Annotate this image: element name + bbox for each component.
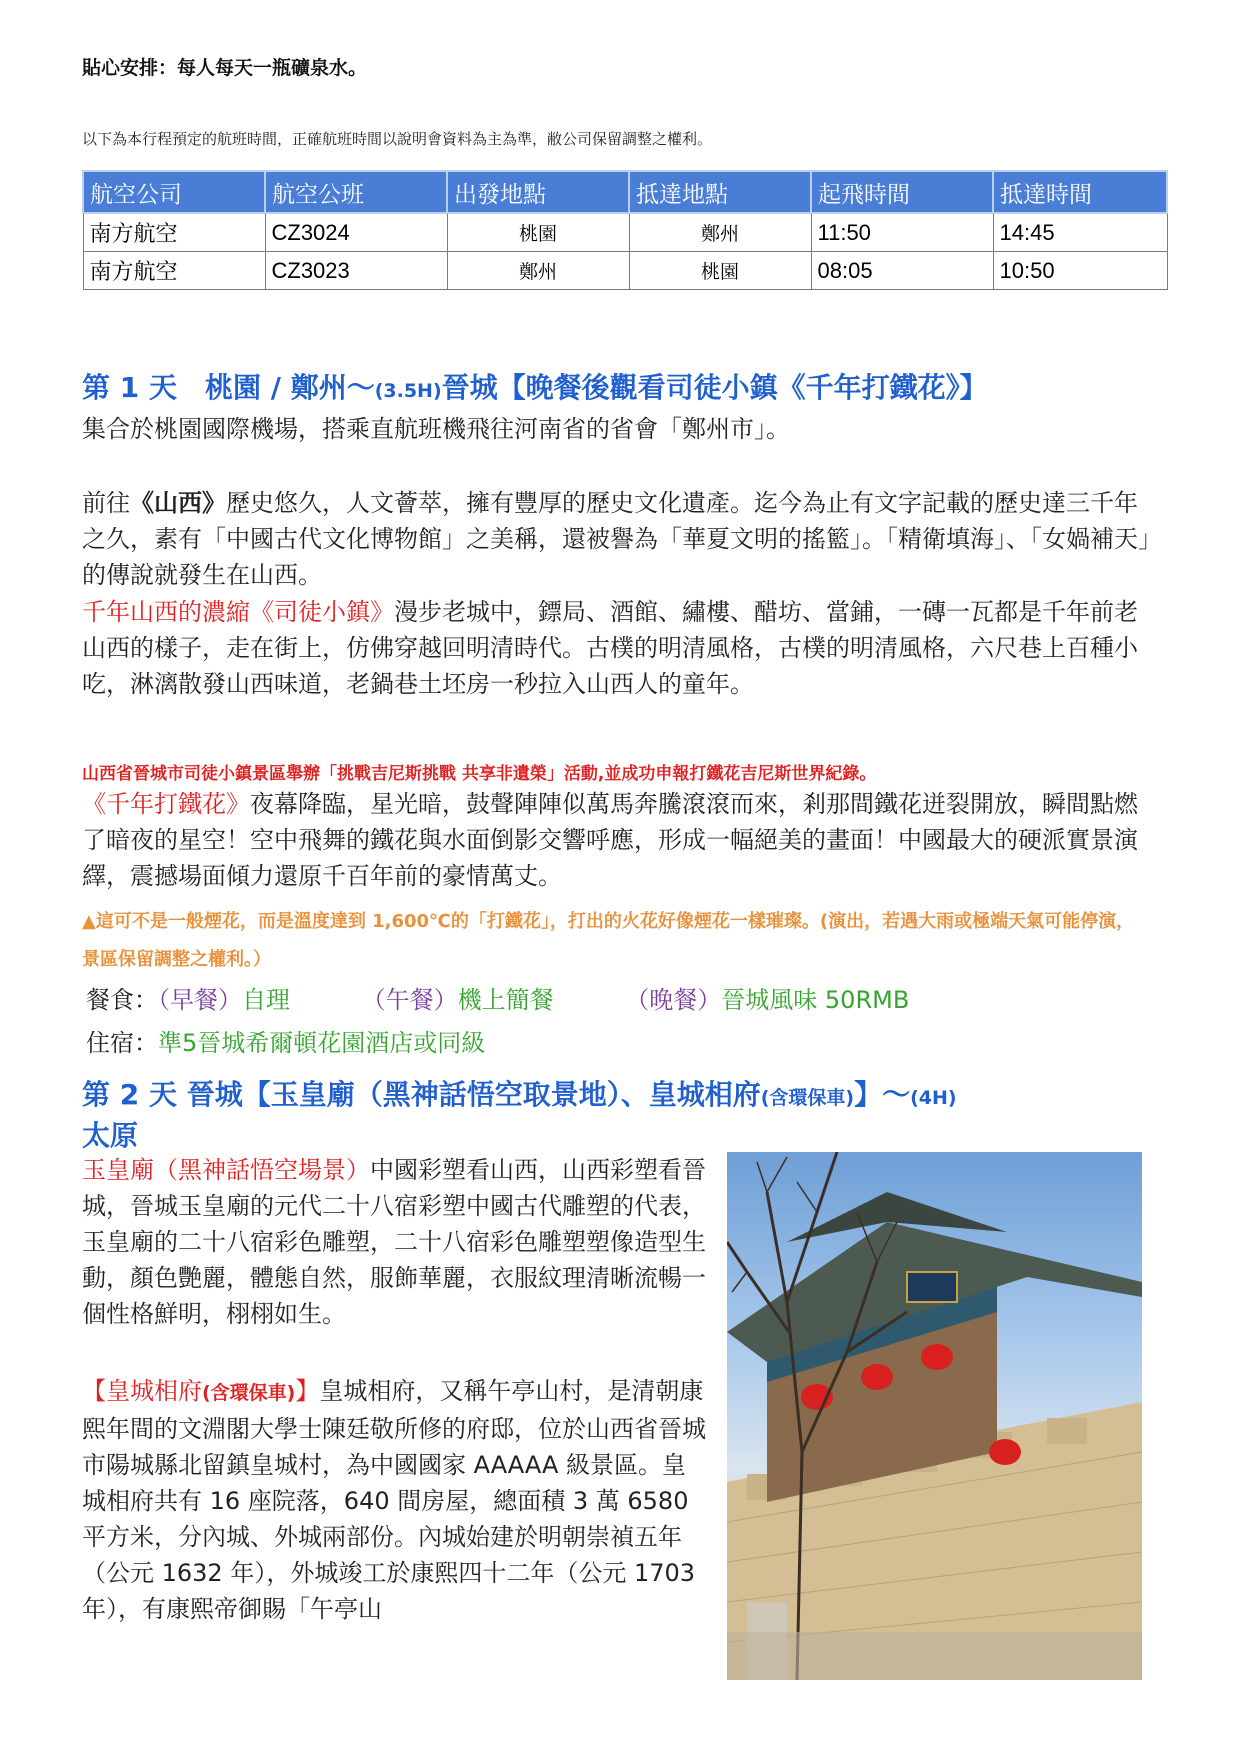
- day1-title: 第 1 天 桃園 / 鄭州～(3.5H)晉城【晚餐後觀看司徒小鎮《千年打鐵花》】: [82, 371, 988, 404]
- guinness-note: 山西省晉城市司徒小鎮景區舉辦「挑戰吉尼斯挑戰 共享非遺榮」活動,並成功申報打鐵花吉尼斯世界紀錄。: [82, 764, 877, 784]
- iron-flower-warning: ▲這可不是一般煙花，而是溫度達到 1,600℃的「打鐵花」，打出的火花好像煙花一樣璀璨。(演出，若遇大雨或極端天氣可能停演，景區保留調整之權利。）: [82, 911, 1135, 970]
- day1-meals: 餐食：（早餐）自理 （午餐）機上簡餐 （晚餐）晉城風味 50RMB: [86, 986, 910, 1014]
- flight-note: 以下為本行程預定的航班時間，正確航班時間以說明會資料為主為準，敝公司保留調整之權利。: [82, 130, 713, 148]
- cell-depart-time: 08:05: [811, 252, 993, 290]
- day2-yuhuang-temple-paragraph: 玉皇廟（黑神話悟空場景）中國彩塑看山西，山西彩塑看晉城，晉城玉皇廟的元代二十八宿彩塑中國古代雕塑的代表，玉皇廟的二十八宿彩色雕塑，二十八宿彩色雕塑塑像造型生動，顏色艷麗，體態自然，服飾華麗，衣服紋理清晰流暢一個性格鮮明，栩栩如生。: [82, 1156, 706, 1328]
- day2-huangcheng-paragraph: 【皇城相府(含環保車)】皇城相府，又稱午亭山村，是清朝康熙年間的文淵閣大學士陳廷敬所修的府邸，位於山西省晉城市陽城縣北留鎮皇城村，為中國國家 AAAAA 級景區。皇城相府共有 16 座院落，640 間房屋，總面積 3 萬 6580 平方米，分內城、外城兩部份。內城始建於明朝崇禎五年（公元 1632 年），外城竣工於康熙四十二年（公元 1703 年），有康熙帝御賜「午亭山: [82, 1377, 706, 1623]
- flight-table-header: [83, 171, 1167, 213]
- gate-tower-photo: [727, 1152, 1142, 1680]
- table-row: [83, 213, 1167, 252]
- cell-arrive-time: 10:50: [993, 252, 1167, 290]
- cell-arrive-time: 14:45: [993, 213, 1167, 252]
- gate-tower-illustration: [727, 1152, 1142, 1680]
- day1-intro: 集合於桃園國際機場，搭乘直航班機飛往河南省的省會「鄭州市」。: [82, 415, 790, 443]
- cell-airline: 南方航空: [83, 213, 265, 252]
- table-row: [83, 252, 1167, 290]
- cell-arrival: 鄭州: [629, 213, 811, 252]
- top-note: 貼心安排：每人每天一瓶礦泉水。: [82, 57, 368, 79]
- header-departure: 出發地點: [447, 171, 629, 213]
- flight-table: [82, 170, 1168, 290]
- day2-title: 第 2 天 晉城【玉皇廟（黑神話悟空取景地）、皇城相府(含環保車)】～(4H) 太原: [82, 1078, 957, 1152]
- header-arrival: 抵達地點: [629, 171, 811, 213]
- day1-hotel: 住宿：準5晉城希爾頓花園酒店或同級: [86, 1029, 486, 1057]
- cell-departure: 桃園: [447, 213, 629, 252]
- header-airline: 航空公司: [83, 171, 265, 213]
- header-arrive-time: 抵達時間: [993, 171, 1167, 213]
- day1-situ-town-paragraph: 千年山西的濃縮《司徒小鎮》漫步老城中，鏢局、酒館、繡樓、醋坊、當鋪，一磚一瓦都是千年前老山西的樣子，走在街上，仿佛穿越回明清時代。古樸的明清風格，古樸的明清風格，六尺巷上百種小吃，淋漓散發山西味道，老鍋巷土坯房一秒拉入山西人的童年。: [82, 598, 1138, 698]
- header-depart-time: 起飛時間: [811, 171, 993, 213]
- cell-flight-no: CZ3023: [265, 252, 447, 290]
- cell-flight-no: CZ3024: [265, 213, 447, 252]
- cell-departure: 鄭州: [447, 252, 629, 290]
- cell-airline: 南方航空: [83, 252, 265, 290]
- cell-depart-time: 11:50: [811, 213, 993, 252]
- day1-shanxi-paragraph: 前往《山西》歷史悠久，人文薈萃，擁有豐厚的歷史文化遺產。迄今為止有文字記載的歷史達三千年之久，素有「中國古代文化博物館」之美稱，還被譽為「華夏文明的搖籃」。「精衛填海」、「女媧補天」的傳說就發生在山西。: [82, 489, 1150, 589]
- day1-iron-flower-paragraph: 《千年打鐵花》夜幕降臨，星光暗，鼓聲陣陣似萬馬奔騰滾滾而來，剎那間鐵花迸裂開放，瞬間點燃了暗夜的星空！空中飛舞的鐵花與水面倒影交響呼應，形成一幅絕美的畫面！中國最大的硬派實景演繹，震撼場面傾力還原千百年前的豪情萬丈。: [82, 790, 1138, 890]
- cell-arrival: 桃園: [629, 252, 811, 290]
- header-flight-no: 航空公班: [265, 171, 447, 213]
